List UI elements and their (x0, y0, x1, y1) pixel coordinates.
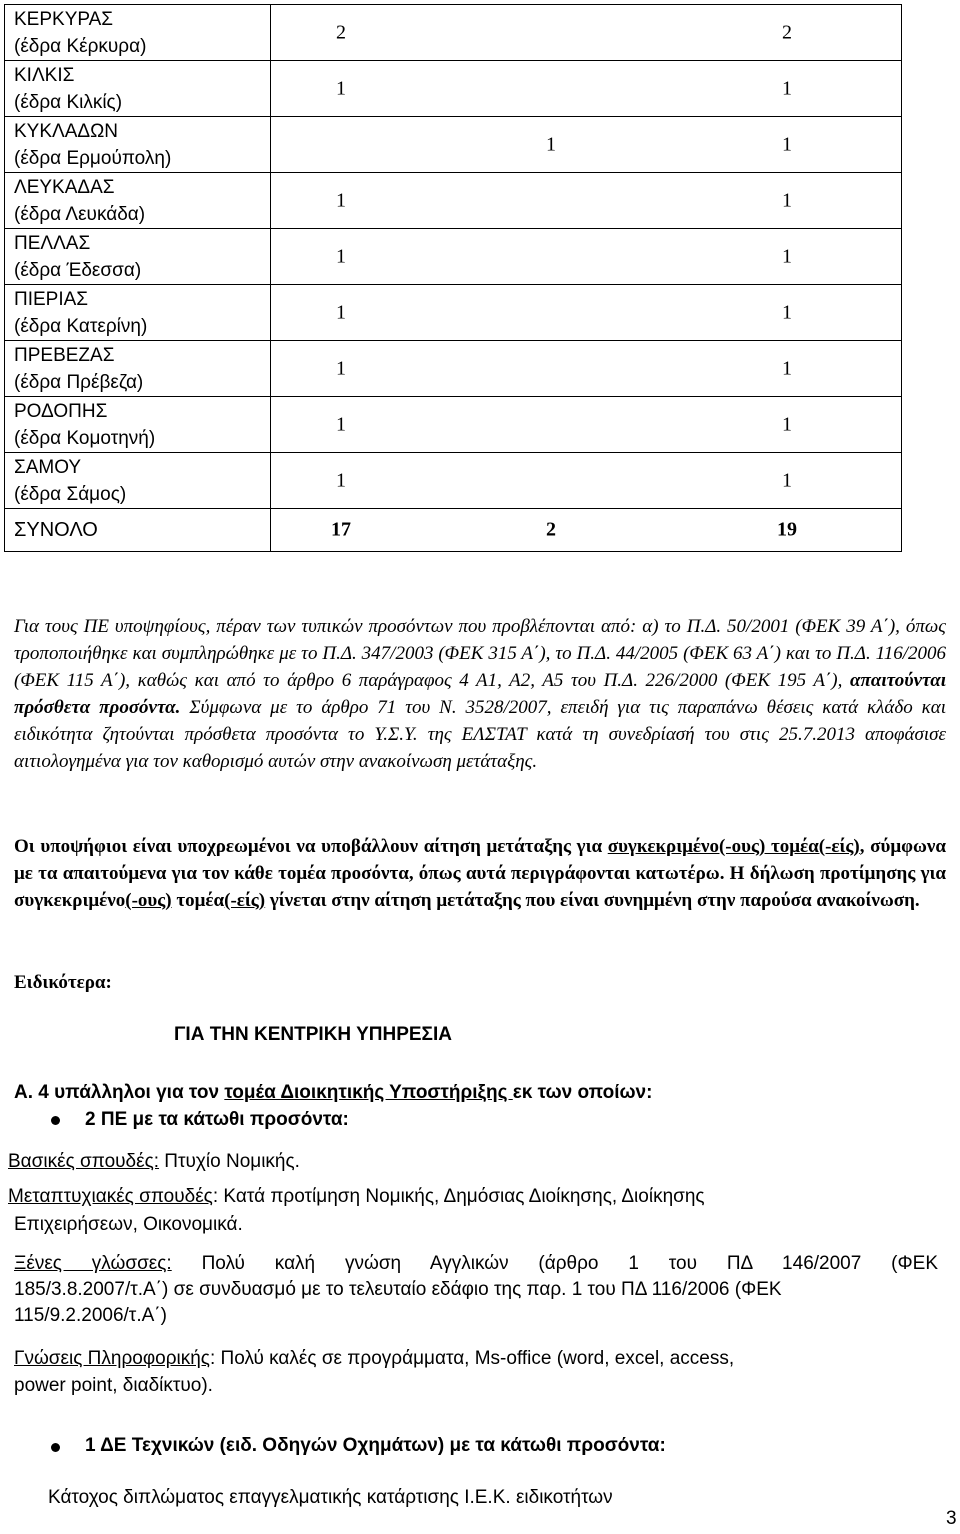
paragraph-obligation: Οι υποψήφιοι είναι υποχρεωμένοι να υποβάλλουν αίτηση μετάταξης για συγκεκριμένο(-ους) τομέα(-είς), σύμφωνα με τα απαιτούμενα για τον κάθε τομέα προσόντα, όπως αυτά περιγράφονται κατωτέρω. Η δήλωση προτίμησης για συγκεκριμένο(-ους) τομέα(-είς) γίνεται στην αίτηση μετάταξης που είναι συνημμένη στην παρούσα ανακοίνωση. (14, 836, 946, 911)
table-row (5, 61, 902, 117)
table-row (5, 5, 902, 61)
prefecture-cell (5, 397, 271, 453)
prefecture-cell (5, 285, 271, 341)
paragraph-qualifications: Για τους ΠΕ υποψηφίους, πέραν των τυπικών προσόντων που προβλέπονται από: α) το Π.Δ. 50/2001 (ΦΕΚ 39 Α΄), όπως τροποποιήθηκε και συμπληρώθηκε με το Π.Δ. 347/2003 (ΦΕΚ 315 Α΄), το Π.Δ. 44/2005 (ΦΕΚ 63 Α΄) και το Π.Δ. 116/2006 (ΦΕΚ 115 Α΄), καθώς και από το άρθρο 6 παράγραφος 4 Α1, Α2, Α5 του Π.Δ. 226/2000 (ΦΕΚ 195 Α΄), απαιτούνται πρόσθετα προσόντα. Σύμφωνα με το άρθρο 71 του Ν. 3528/2007, επειδή για τις παραπάνω θέσεις κατά κλάδο και ειδικότητα ζητούνται πρόσθετα προσόντα το Υ.Σ.Υ. της ΕΛΣΤΑΤ κατά τη συνεδρίασή του στις 25.7.2013 αποφάσισε αιτιολογημένα για τον καθορισμό αυτών στην ανακοίνωση μετάταξης. (14, 616, 946, 772)
prefecture-seat: (έδρα Κέρκυρα) (14, 35, 147, 57)
value-c3: 1 (782, 413, 792, 435)
table-row (5, 341, 902, 397)
values-cell (271, 397, 902, 453)
table-total-row (5, 509, 902, 552)
languages-line1: Ξένες γλώσσες: Πολύ καλή γνώση Αγγλικών (άρθρο 1 του ΠΔ 146/2007 (ΦΕΚ (14, 1253, 938, 1274)
section-a-heading: Α. 4 υπάλληλοι για τον τομέα Διοικητικής Υποστήριξης εκ των οποίων: (14, 1082, 653, 1103)
value-c3: 1 (782, 77, 792, 99)
prefecture-name: ΡΟΔΟΠΗΣ (14, 400, 108, 422)
prefecture-name: ΚΥΚΛΑΔΩΝ (14, 120, 118, 142)
value-c1: 1 (336, 245, 346, 267)
value-c1: 17 (331, 518, 351, 541)
prefecture-name: ΚΙΛΚΙΣ (14, 64, 75, 86)
holder-text: Κάτοχος διπλώματος επαγγελματικής κατάρτισης Ι.Ε.Κ. ειδικοτήτων (48, 1487, 613, 1508)
value-c2: 1 (546, 133, 556, 155)
values-cell (271, 117, 902, 173)
it-skills-line2: power point, διαδίκτυο). (14, 1375, 213, 1396)
value-c3: 1 (782, 189, 792, 211)
prefecture-name: ΠΙΕΡΙΑΣ (14, 288, 89, 310)
values-cell (271, 229, 902, 285)
prefecture-seat: (έδρα Έδεσσα) (14, 259, 142, 281)
value-c1: 1 (336, 189, 346, 211)
value-c3: 1 (782, 245, 792, 267)
value-c3: 1 (782, 301, 792, 323)
prefecture-cell (5, 173, 271, 229)
prefecture-seat: (έδρα Πρέβεζα) (14, 371, 144, 393)
prefecture-name: ΠΕΛΛΑΣ (14, 232, 91, 254)
value-c1: 2 (336, 21, 346, 43)
value-c1: 1 (336, 301, 346, 323)
prefecture-cell (5, 453, 271, 509)
value-c1: 1 (336, 413, 346, 435)
specifically-heading: Ειδικότερα: (14, 972, 112, 993)
table-row (5, 285, 902, 341)
languages-line2: 185/3.8.2007/τ.Α΄) σε συνδυασμό με το τελευταίο εδάφιο της παρ. 1 του ΠΔ 116/2006 (ΦΕΚ (14, 1279, 782, 1300)
prefecture-cell (5, 341, 271, 397)
prefecture-seat: (έδρα Κατερίνη) (14, 315, 148, 337)
value-c3: 2 (782, 21, 792, 43)
value-c3: 1 (782, 357, 792, 379)
table-row (5, 173, 902, 229)
values-cell (271, 341, 902, 397)
values-cell (271, 173, 902, 229)
basic-studies: Βασικές σπουδές: Πτυχίο Νομικής. (8, 1151, 300, 1172)
table-row (5, 117, 902, 173)
table-row (5, 453, 902, 509)
values-cell (271, 285, 902, 341)
prefecture-seat: (έδρα Λευκάδα) (14, 203, 146, 225)
prefecture-cell (5, 509, 271, 552)
prefecture-seat: (έδρα Κομοτηνή) (14, 427, 156, 449)
it-skills-line1: Γνώσεις Πληροφορικής: Πολύ καλές σε προγράμματα, Ms-office (word, excel, access, (14, 1348, 735, 1369)
prefecture-name: ΛΕΥΚΑΔΑΣ (14, 176, 115, 198)
prefecture-cell (5, 61, 271, 117)
postgraduate-studies: Μεταπτυχιακές σπουδές: Κατά προτίμηση Νομικής, Δημόσιας Διοίκησης, Διοίκησης (8, 1186, 705, 1207)
bullet-de: 1 ΔΕ Τεχνικών (ειδ. Οδηγών Οχημάτων) με τα κάτωθι προσόντα: (85, 1435, 666, 1456)
postgraduate-studies-cont: Επιχειρήσεων, Οικονομικά. (14, 1214, 243, 1235)
values-cell (271, 61, 902, 117)
prefecture-seat: (έδρα Κιλκίς) (14, 91, 123, 113)
prefecture-name: ΣΥΝΟΛΟ (14, 518, 98, 541)
prefecture-cell (5, 229, 271, 285)
value-c3: 1 (782, 133, 792, 155)
table-row (5, 229, 902, 285)
value-c2: 2 (546, 518, 556, 541)
table-row (5, 397, 902, 453)
prefecture-seat: (έδρα Ερμούπολη) (14, 147, 172, 169)
languages-line3: 115/9.2.2006/τ.Α΄) (14, 1305, 167, 1326)
prefecture-name: ΣΑΜΟΥ (14, 456, 82, 478)
value-c1: 1 (336, 77, 346, 99)
prefecture-cell (5, 117, 271, 173)
values-cell (271, 453, 902, 509)
value-c3: 1 (782, 469, 792, 491)
vacancies-table (4, 4, 902, 552)
prefecture-seat: (έδρα Σάμος) (14, 483, 127, 505)
prefecture-name: ΠΡΕΒΕΖΑΣ (14, 344, 115, 366)
central-service-heading: ΓΙΑ ΤΗΝ ΚΕΝΤΡΙΚΗ ΥΠΗΡΕΣΙΑ (174, 1024, 452, 1045)
page-number: 3 (946, 1508, 957, 1529)
bullet-icon (51, 1116, 60, 1125)
values-cell (271, 5, 902, 61)
value-c3: 19 (777, 518, 797, 541)
bullet-pe: 2 ΠΕ με τα κάτωθι προσόντα: (85, 1109, 349, 1130)
prefecture-name: ΚΕΡΚΥΡΑΣ (14, 8, 114, 30)
prefecture-cell (5, 5, 271, 61)
bullet-icon (51, 1443, 60, 1452)
value-c1: 1 (336, 469, 346, 491)
values-cell (271, 509, 902, 552)
value-c1: 1 (336, 357, 346, 379)
